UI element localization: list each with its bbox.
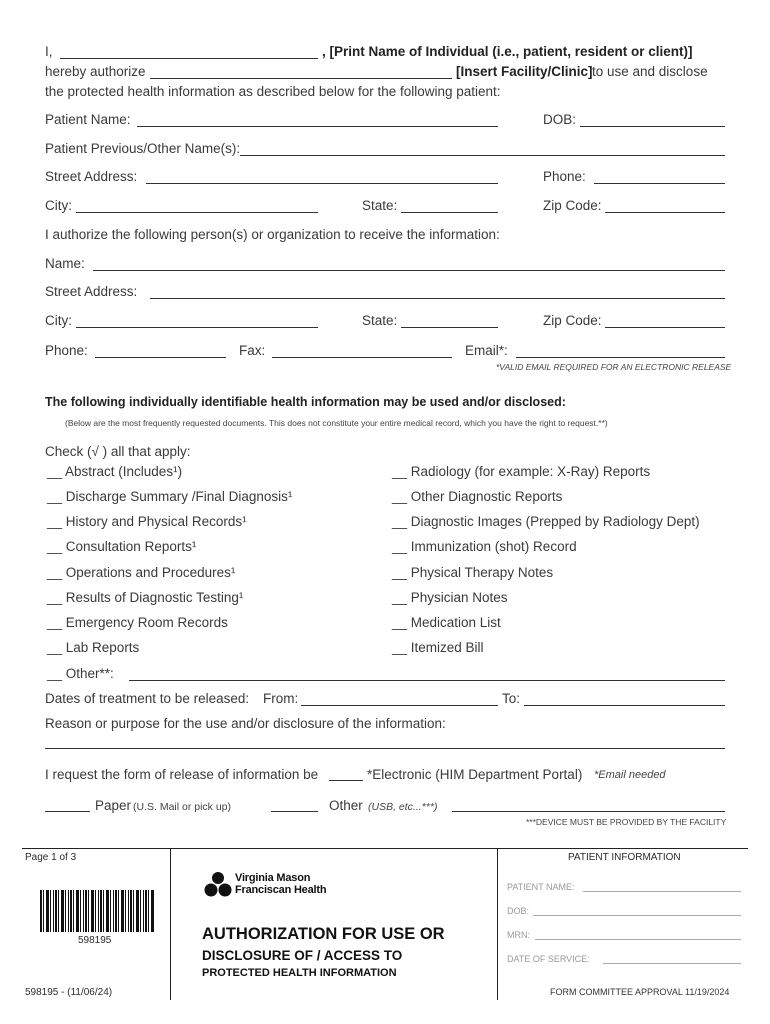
paper-label: Paper	[95, 798, 132, 813]
patient-phone-label: Phone:	[543, 169, 586, 184]
recipient-zip-field[interactable]	[605, 327, 725, 328]
sticker-dob-label: DOB:	[507, 906, 530, 916]
logo-line1: Virginia Mason	[235, 872, 311, 884]
sticker-patient-name-field[interactable]	[583, 891, 741, 892]
release-request-text: I request the form of release of information be	[45, 767, 319, 782]
patient-info-heading: PATIENT INFORMATION	[568, 852, 681, 863]
checklist-item-abstract[interactable]: __ Abstract (Includes¹)	[47, 464, 183, 479]
to-label: To:	[502, 691, 521, 706]
checklist-item-itemized-bill[interactable]: __ Itemized Bill	[392, 640, 484, 655]
recipient-street-field[interactable]	[150, 298, 725, 299]
patient-state-field[interactable]	[401, 212, 498, 213]
logo-line2: Franciscan Health	[235, 884, 327, 896]
patient-city-field[interactable]	[76, 212, 318, 213]
info-note: (Below are the most frequently requested documents. This does not constitute your entire medical record, which you have the right to request.**)	[65, 418, 608, 428]
from-date-field[interactable]	[301, 705, 498, 706]
recipient-intro: I authorize the following person(s) or organization to receive the information:	[45, 227, 500, 242]
info-heading: The following individually identifiable health information may be used and/or disclosed:	[45, 395, 566, 409]
patient-street-field[interactable]	[146, 183, 498, 184]
footer-top-border	[22, 848, 748, 849]
patient-zip-field[interactable]	[605, 212, 725, 213]
print-name-label: , [Print Name of Individual (i.e., patient, resident or client)]	[322, 44, 693, 59]
checklist-item-history-physical[interactable]: __ History and Physical Records¹	[47, 514, 247, 529]
patient-zip-label: Zip Code:	[543, 198, 602, 213]
email-needed-note: *Email needed	[594, 769, 666, 781]
vmfh-logo-mark-icon	[203, 871, 233, 899]
checklist-item-emergency-room[interactable]: __ Emergency Room Records	[47, 615, 228, 630]
hereby-authorize-text: hereby authorize	[45, 64, 146, 79]
patient-name-field[interactable]	[137, 126, 498, 127]
form-title-line1: AUTHORIZATION FOR USE OR	[202, 925, 445, 943]
reason-label: Reason or purpose for the use and/or disclosure of the information:	[45, 716, 446, 731]
patient-dob-label: DOB:	[543, 112, 577, 127]
intro-i: I,	[45, 44, 53, 59]
checklist-item-radiology[interactable]: __ Radiology (for example: X-Ray) Reports	[392, 464, 651, 479]
footer-divider-left	[170, 848, 171, 1000]
other-field[interactable]	[129, 680, 725, 681]
from-label: From:	[263, 691, 299, 706]
footer-divider-right	[497, 848, 498, 1000]
checklist-item-other-diagnostic[interactable]: __ Other Diagnostic Reports	[392, 489, 563, 504]
barcode-number: 598195	[78, 935, 112, 946]
form-title-line3: PROTECTED HEALTH INFORMATION	[202, 967, 397, 979]
patient-city-label: City:	[45, 198, 72, 213]
sticker-dos-label: DATE OF SERVICE:	[507, 954, 590, 964]
electronic-label: *Electronic (HIM Department Portal)	[367, 767, 583, 782]
checklist-item-discharge-summary[interactable]: __ Discharge Summary /Final Diagnosis¹	[47, 489, 293, 504]
recipient-state-label: State:	[362, 313, 398, 328]
facility-label: [Insert Facility/Clinic]	[456, 64, 593, 79]
recipient-email-field[interactable]	[516, 357, 725, 358]
dates-label: Dates of treatment to be released:	[45, 691, 250, 706]
checklist-item-physical-therapy[interactable]: __ Physical Therapy Notes	[392, 565, 554, 580]
other-release-label: Other	[329, 798, 363, 813]
form-title-line2: DISCLOSURE OF / ACCESS TO	[202, 948, 403, 963]
sticker-patient-name-label: PATIENT NAME:	[507, 882, 575, 892]
other-release-field[interactable]	[452, 811, 725, 812]
use-disclose-text: to use and disclose	[592, 64, 708, 79]
recipient-email-label: Email*:	[465, 343, 508, 358]
sticker-mrn-label: MRN:	[507, 930, 530, 940]
check-label: Check (√ ) all that apply:	[45, 444, 191, 459]
barcode	[40, 890, 155, 932]
patient-prev-label: Patient Previous/Other Name(s):	[45, 141, 241, 156]
email-required-note: *VALID EMAIL REQUIRED FOR AN ELECTRONIC RELEASE	[496, 362, 732, 372]
sticker-mrn-field[interactable]	[535, 939, 741, 940]
described-text: the protected health information as described below for the following patient:	[45, 84, 501, 99]
recipient-phone-label: Phone:	[45, 343, 88, 358]
other-check-field[interactable]	[271, 811, 318, 812]
checklist-item-immunization[interactable]: __ Immunization (shot) Record	[392, 539, 577, 554]
other-release-note: (USB, etc...***)	[368, 801, 438, 813]
recipient-street-label: Street Address:	[45, 284, 138, 299]
patient-prev-field[interactable]	[240, 155, 725, 156]
electronic-check-field[interactable]	[329, 780, 363, 781]
patient-phone-field[interactable]	[594, 183, 725, 184]
checklist-item-diagnostic-images[interactable]: __ Diagnostic Images (Prepped by Radiology Dept)	[392, 514, 700, 529]
to-date-field[interactable]	[524, 705, 725, 706]
checklist-item-operations[interactable]: __ Operations and Procedures¹	[47, 565, 236, 580]
checklist-item-consultation[interactable]: __ Consultation Reports¹	[47, 539, 197, 554]
patient-street-label: Street Address:	[45, 169, 138, 184]
form-approval-note: FORM COMMITTEE APPROVAL 11/19/2024	[550, 987, 730, 997]
checklist-item-other[interactable]: __ Other**:	[47, 666, 114, 681]
recipient-fax-label: Fax:	[239, 343, 266, 358]
patient-state-label: State:	[362, 198, 398, 213]
facility-field[interactable]	[150, 78, 452, 79]
form-code: 598195 - (11/06/24)	[25, 987, 113, 998]
recipient-city-field[interactable]	[76, 327, 318, 328]
vmfh-logo	[203, 871, 353, 901]
recipient-zip-label: Zip Code:	[543, 313, 602, 328]
recipient-phone-field[interactable]	[95, 357, 226, 358]
patient-dob-field[interactable]	[580, 126, 725, 127]
recipient-state-field[interactable]	[401, 327, 498, 328]
checklist-item-medication-list[interactable]: __ Medication List	[392, 615, 501, 630]
print-name-field[interactable]	[60, 58, 318, 59]
checklist-item-lab-reports[interactable]: __ Lab Reports	[47, 640, 140, 655]
recipient-fax-field[interactable]	[272, 357, 452, 358]
device-note: ***DEVICE MUST BE PROVIDED BY THE FACILITY	[526, 817, 727, 827]
paper-check-field[interactable]	[45, 811, 90, 812]
recipient-name-label: Name:	[45, 256, 85, 271]
recipient-name-field[interactable]	[93, 270, 725, 271]
page-number: Page 1 of 3	[25, 852, 77, 863]
recipient-city-label: City:	[45, 313, 72, 328]
checklist-item-physician-notes[interactable]: __ Physician Notes	[392, 590, 508, 605]
paper-note: (U.S. Mail or pick up)	[133, 801, 232, 813]
checklist-item-diagnostic-testing[interactable]: __ Results of Diagnostic Testing¹	[47, 590, 244, 605]
sticker-dos-field[interactable]	[603, 963, 741, 964]
sticker-dob-field[interactable]	[533, 915, 741, 916]
patient-name-label: Patient Name:	[45, 112, 131, 127]
reason-field[interactable]	[45, 748, 725, 749]
